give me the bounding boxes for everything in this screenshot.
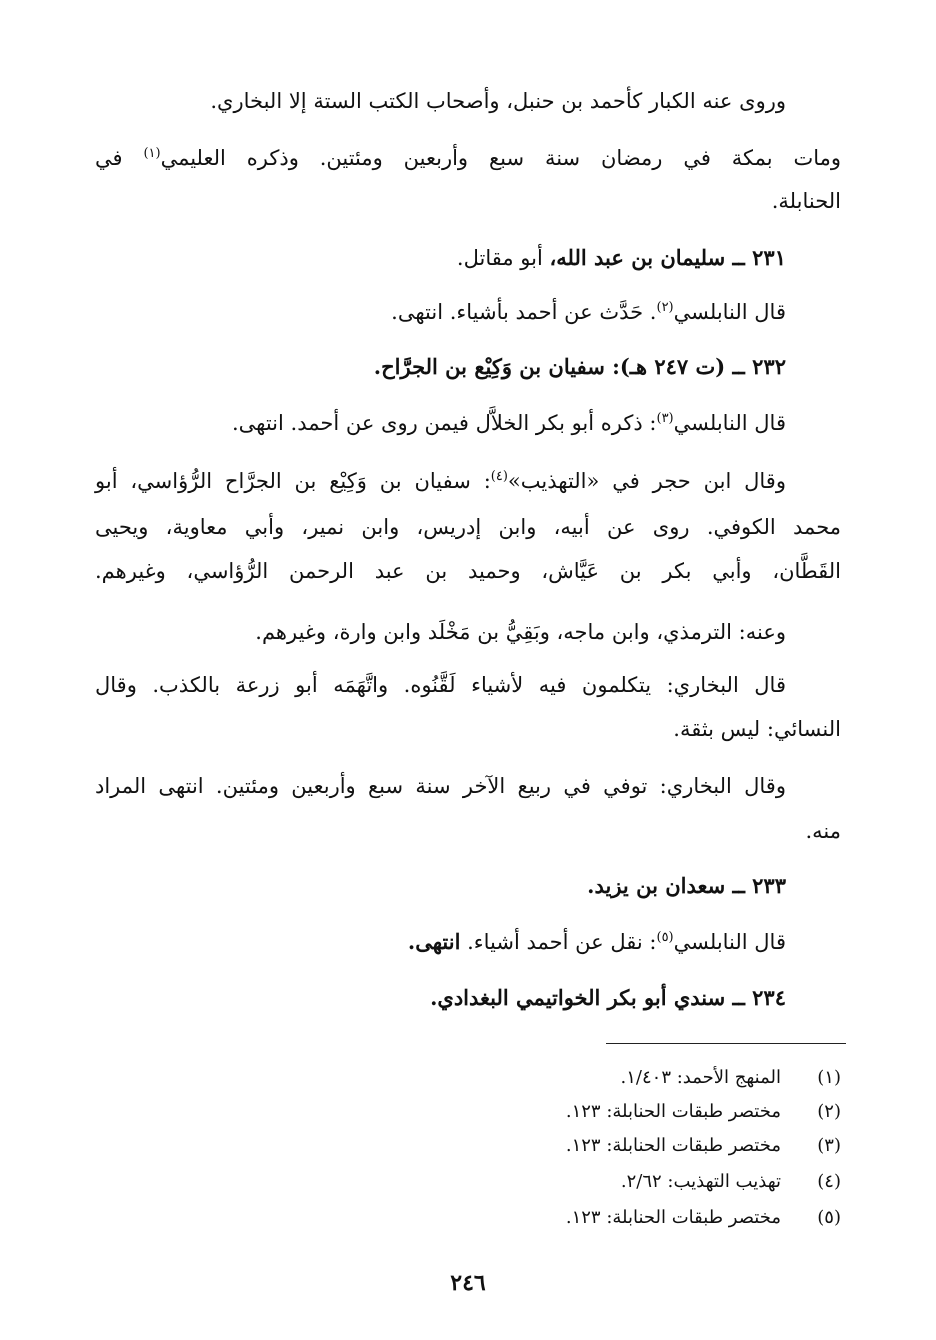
text-span: القَطَّان، وأبي بكر بن عَيَّاش، وحميد بن عبد الرحمن الرُّؤاسي، وغيرهم. (95, 559, 841, 583)
text-span: وعنه: الترمذي، وابن ماجه، وبَقِيُّ بن مَخْلَد وابن وارة، وغيرهم. (255, 620, 786, 644)
text-span: النسائي: ليس بثقة. (673, 717, 841, 741)
text-span: : سفيان بن وَكِيْع بن الجرَّاح الرُّؤاسي، أبو (95, 469, 491, 493)
footnote-number: (٢) (817, 1101, 841, 1122)
footnote-text: مختصر طبقات الحنابلة: ١٢٣. (565, 1135, 781, 1156)
text-line (95, 556, 841, 586)
footnote-ref: (٤) (490, 469, 508, 484)
footnote (566, 1134, 841, 1158)
text-line (210, 86, 786, 116)
text-span: وقال البخاري: توفي في ربيع الآخر سنة سبع وأربعين ومئتين. انتهى المراد (95, 774, 786, 798)
footnote-number: (٤) (817, 1171, 841, 1192)
footnote (621, 1066, 841, 1090)
text-span: قال النابلسي (673, 300, 786, 324)
text-line (391, 297, 786, 327)
footnote-number: (٣) (817, 1135, 841, 1156)
footnote-ref: (١) (143, 146, 161, 161)
footnote-ref: (٢) (656, 300, 674, 315)
entry-heading (430, 983, 786, 1013)
text-span: أبو مقاتل. (456, 246, 550, 270)
text-span: . حَدَّث عن أحمد بأشياء. انتهى. (391, 300, 657, 324)
text-line (673, 714, 841, 744)
text-span: محمد الكوفي. روى عن أبيه، وابن إدريس، وابن نمير، وأبي معاوية، ويحيى (95, 515, 841, 539)
text-line (95, 771, 786, 801)
footnote-ref: (٣) (656, 411, 674, 426)
text-span: قال النابلسي (673, 930, 786, 954)
text-line (408, 927, 786, 957)
text-line (255, 617, 786, 647)
text-line (805, 816, 841, 846)
footnote-number: (١) (817, 1067, 841, 1088)
text-span: وقال ابن حجر في «التهذيب» (507, 469, 786, 493)
text-line (772, 186, 841, 216)
entry-title: ٢٣٣ ــ سعدان بن يزيد. (587, 873, 786, 898)
text-line (95, 512, 841, 542)
entry-title: بن الجرَّاح. (373, 354, 475, 379)
entry-title: ٢٣١ ــ سليمان بن عبد الله، (549, 245, 786, 270)
footnote (566, 1206, 841, 1230)
text-line (95, 143, 841, 173)
footnote-text: المنهج الأحمد: ١/٤٠٣. (620, 1067, 781, 1088)
entry-heading (587, 871, 786, 901)
entry-heading (374, 352, 786, 382)
text-line (232, 408, 786, 438)
text-span: وروى عنه الكبار كأحمد بن حنبل، وأصحاب الكتب الستة إلا البخاري. (210, 89, 786, 113)
entry-title: ٢٣٤ ــ سندي أبو بكر الخواتيمي البغدادي. (430, 985, 786, 1010)
footnote-divider (606, 1043, 846, 1044)
text-span: في (95, 146, 144, 170)
entry-heading (457, 243, 786, 273)
text-span: الحنابلة. (771, 189, 841, 213)
footnote-text: تهذيب التهذيب: ٢/٦٢. (620, 1171, 781, 1192)
text-span: : نقل عن أحمد أشياء. (460, 930, 657, 954)
text-span: : ذكره أبو بكر الخلاَّل فيمن روى عن أحمد. انتهى. (231, 411, 657, 435)
entry-title: ٢٣٢ ــ (ت ٢٤٧ هـ): سفيان بن وَكِيْع (474, 354, 786, 379)
text-line (95, 466, 786, 496)
footnote-text: مختصر طبقات الحنابلة: ١٢٣. (565, 1101, 781, 1122)
text-line (95, 670, 786, 700)
footnote-ref: (٥) (656, 930, 674, 945)
footnote (566, 1100, 841, 1124)
footnote-number: (٥) (817, 1207, 841, 1228)
footnote (621, 1170, 841, 1194)
text-span: قال النابلسي (673, 411, 786, 435)
page-number: ٢٤٦ (450, 1270, 486, 1296)
text-span: قال البخاري: يتكلمون فيه لأشياء لَقَّنُوه. واتَّهَمَه أبو زرعة بالكذب. وقال (95, 673, 786, 697)
text-span: منه. (805, 819, 841, 843)
footnote-text: مختصر طبقات الحنابلة: ١٢٣. (565, 1207, 781, 1228)
text-span: انتهى. (407, 929, 461, 954)
text-span: ومات بمكة في رمضان سنة سبع وأربعين ومئتين. وذكره العليمي (160, 146, 842, 170)
